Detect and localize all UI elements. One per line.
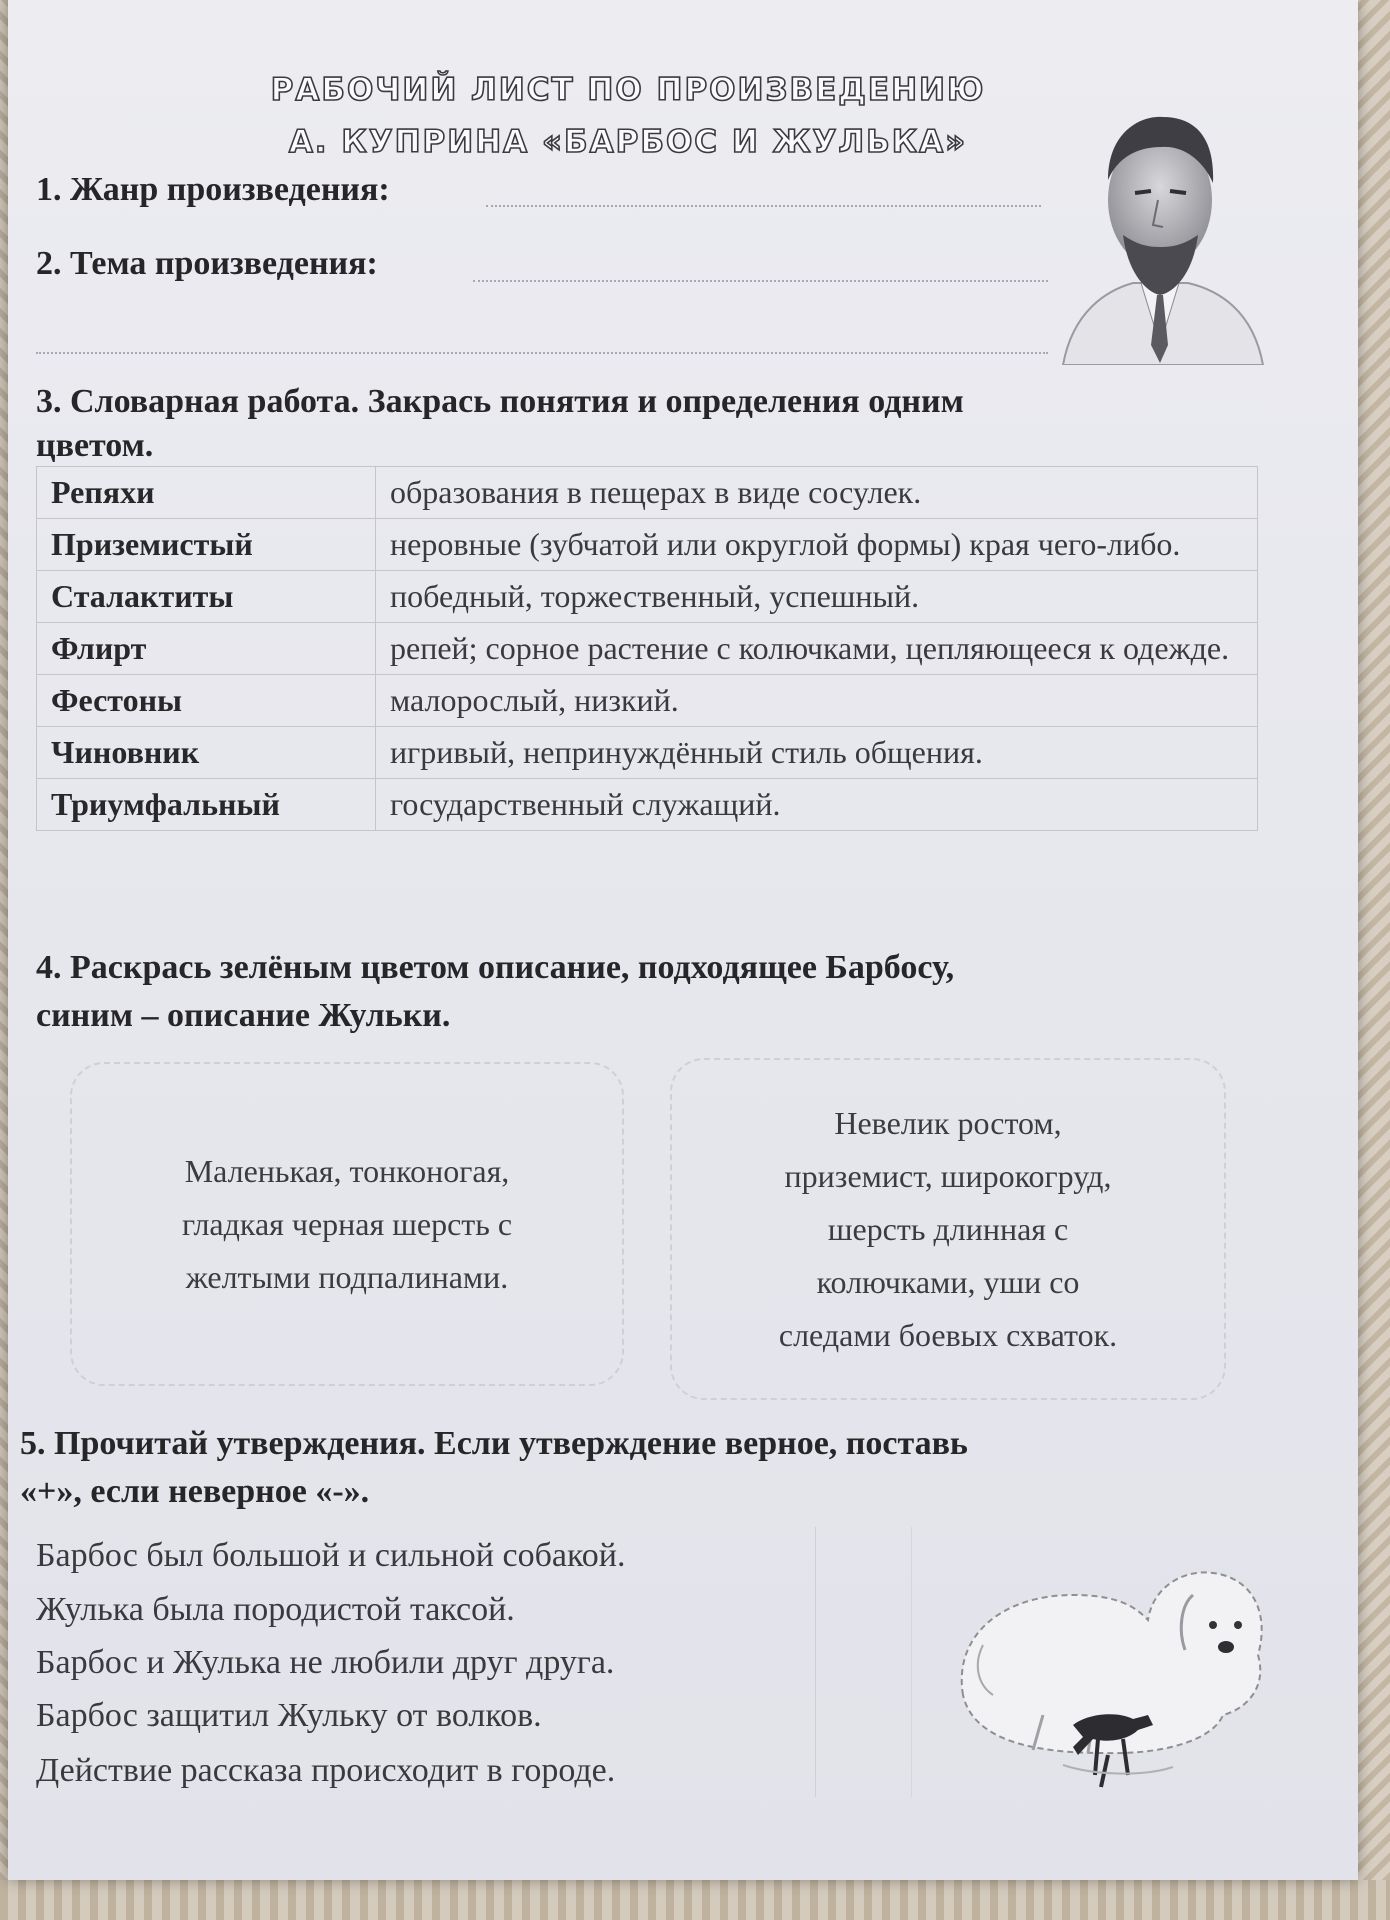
definition-cell[interactable]: малорослый, низкий. xyxy=(376,675,1258,727)
statement-item: Действие рассказа происходит в городе. xyxy=(36,1752,616,1789)
dogs-illustration-icon xyxy=(923,1525,1283,1815)
question-5-line-1: 5. Прочитай утверждения. Если утверждение верное, поставь xyxy=(20,1425,968,1462)
card-left-line: Маленькая, тонконогая, xyxy=(184,1152,510,1189)
question-2-theme: 2. Тема произведения: xyxy=(36,245,378,282)
term-cell[interactable]: Флирт xyxy=(37,623,376,675)
statement-item: Жулька была породистой таксой. xyxy=(36,1591,515,1628)
fabric-background-bottom xyxy=(0,1880,1390,1920)
card-left-line: гладкая черная шерсть с xyxy=(181,1205,513,1242)
statement-item: Барбос был большой и сильной собакой. xyxy=(36,1537,626,1574)
question-4-line-1: 4. Раскрась зелёным цветом описание, подходящее Барбосу, xyxy=(36,949,955,986)
card-right-line: колючками, уши со xyxy=(816,1263,1080,1300)
table-row xyxy=(37,519,1258,571)
table-row xyxy=(37,623,1258,675)
statement-item: Барбос защитил Жульку от волков. xyxy=(36,1697,542,1734)
table-row xyxy=(37,571,1258,623)
question-4-line-2: синим – описание Жульки. xyxy=(36,997,451,1034)
description-card-left[interactable] xyxy=(70,1062,624,1386)
question-5-line-2: «+», если неверное «-». xyxy=(20,1473,370,1510)
term-cell[interactable]: Фестоны xyxy=(37,675,376,727)
card-left-line: желтыми подпалинами. xyxy=(185,1258,509,1295)
table-row xyxy=(37,779,1258,831)
table-row xyxy=(37,675,1258,727)
title-line-2: А. КУПРИНА «БАРБОС И ЖУЛЬКА» xyxy=(288,124,968,160)
term-cell[interactable]: Репяхи xyxy=(37,467,376,519)
card-right-line: приземист, широкогруд, xyxy=(784,1157,1112,1194)
card-right-line: шерсть длинная с xyxy=(827,1210,1069,1247)
worksheet-page xyxy=(8,0,1358,1880)
table-row xyxy=(37,727,1258,779)
term-cell[interactable]: Сталактиты xyxy=(37,571,376,623)
question-3-line-2: цветом. xyxy=(36,427,154,464)
question-1-genre: 1. Жанр произведения: xyxy=(36,171,390,208)
definition-cell[interactable]: игривый, непринуждённый стиль общения. xyxy=(376,727,1258,779)
description-card-right[interactable] xyxy=(670,1058,1226,1400)
term-cell[interactable]: Приземистый xyxy=(37,519,376,571)
title-line-1: РАБОЧИЙ ЛИСТ ПО ПРОИЗВЕДЕНИЮ xyxy=(270,72,986,108)
definition-cell[interactable]: образования в пещерах в виде сосулек. xyxy=(376,467,1258,519)
table-row xyxy=(37,467,1258,519)
question-3-line-1: 3. Словарная работа. Закрась понятия и определения одним xyxy=(36,383,964,420)
statement-item: Барбос и Жулька не любили друг друга. xyxy=(36,1644,615,1681)
answer-line-1 xyxy=(486,205,1041,207)
definition-cell[interactable]: государственный служащий. xyxy=(376,779,1258,831)
definition-cell[interactable]: неровные (зубчатой или округлой формы) края чего-либо. xyxy=(376,519,1258,571)
author-portrait-icon xyxy=(1053,105,1268,365)
term-cell[interactable]: Чиновник xyxy=(37,727,376,779)
answer-column[interactable] xyxy=(816,1527,912,1797)
card-right-line: следами боевых схваток. xyxy=(778,1316,1118,1353)
answer-line-2b xyxy=(36,352,1048,354)
card-right-line: Невелик ростом, xyxy=(834,1104,1062,1141)
definition-cell[interactable]: победный, торжественный, успешный. xyxy=(376,571,1258,623)
definition-cell[interactable]: репей; сорное растение с колючками, цепляющееся к одежде. xyxy=(376,623,1258,675)
vocabulary-table xyxy=(36,466,1258,831)
answer-line-2a xyxy=(473,280,1048,282)
term-cell[interactable]: Триумфальный xyxy=(37,779,376,831)
